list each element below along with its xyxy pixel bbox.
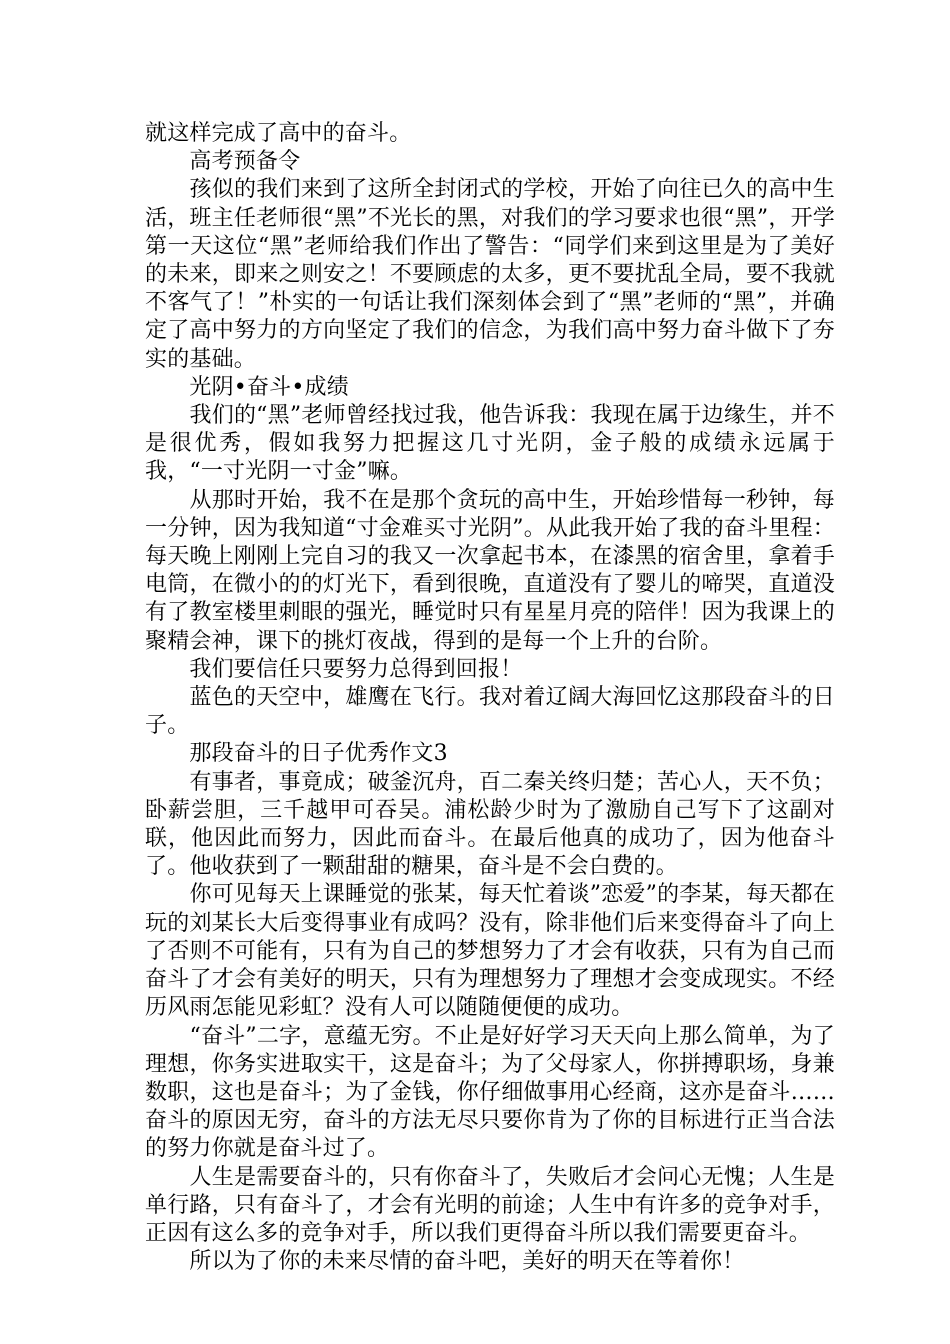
paragraph-closing: 所以为了你的未来尽情的奋斗吧，美好的明天在等着你！ [145, 1249, 745, 1275]
paragraph-examples: 你可见每天上课睡觉的张某，每天忙着谈”恋爱”的李某，每天都在玩的刘某长大后变得事业有成吗？没有，除非他们后来变得奋斗了向上了否则不可能有，只有为自己的梦想努力了才会有收获，只有为自己而奋斗了才会有美好的明天，只有为理想努力了理想才会变成现实。不经历风雨怎能见彩虹？没有人可以随随便便的成功。 [145, 882, 835, 1021]
paragraph-meaning-of-struggle: “奋斗”二字，意蕴无穷。不止是好好学习天天向上那么简单，为了理想，你务实进取实干，这是奋斗；为了父母家人，你拼搏职场，身兼数职，这也是奋斗；为了金钱，你仔细做事用心经商，这亦是奋斗……奋斗的原因无穷，奋斗的方法无尽只要你肯为了你的目标进行正当合法的努力你就是奋斗过了。 [145, 1023, 835, 1162]
document-body [145, 120, 835, 1276]
paragraph-life-needs-struggle: 人生是需要奋斗的，只有你奋斗了，失败后才会问心无愧；人生是单行路，只有奋斗了，才会有光明的前途；人生中有许多的竞争对手，正因有这么多的竞争对手，所以我们更得奋斗所以我们需要更奋斗。 [145, 1164, 835, 1246]
section-heading-time-struggle-grades: 光阴•奋斗•成绩 [145, 374, 349, 400]
paragraph-study-journey: 从那时开始，我不在是那个贪玩的高中生，开始珍惜每一秒钟，每一分钟，因为我知道“寸金难买寸光阴”。从此我开始了我的奋斗里程：每天晚上刚刚上完自习的我又一次拿起书本，在漆黑的宿舍里，拿着手电筒，在微小的的灯光下，看到很晚，直道没有了婴儿的啼哭，直道没有了教室楼里刺眼的强光，睡觉时只有星星月亮的陪伴！因为我课上的聚精会神，课下的挑灯夜战，得到的是每一个上升的台阶。 [145, 487, 835, 654]
essay-title-3: 那段奋斗的日子优秀作文3 [145, 741, 448, 767]
paragraph-believe-effort: 我们要信任只要努力总得到回报！ [145, 656, 523, 682]
section-heading-gaokao: 高考预备令 [145, 149, 301, 175]
paragraph-teacher-talk: 我们的“黑”老师曾经找过我，他告诉我：我现在属于边缘生，并不是很优秀，假如我努力把握这几寸光阴，金子般的成绩永远属于我，“一寸光阴一寸金”嘛。 [145, 403, 835, 485]
paragraph-blue-sky: 蓝色的天空中，雄鹰在飞行。我对着辽阔大海回忆这那段奋斗的日子。 [145, 685, 835, 739]
paragraph-continuation: 就这样完成了高中的奋斗。 [145, 121, 412, 146]
paragraph-school-arrival: 孩似的我们来到了这所全封闭式的学校，开始了向往已久的高中生活，班主任老师很“黑”不光长的黑，对我们的学习要求也很“黑”，开学第一天这位“黑”老师给我们作出了警告：“同学们来到这里是为了美好的未来，即来之则安之！不要顾虑的太多，更不要扰乱全局，要不我就不客气了！”朴实的一句话让我们深刻体会到了“黑”老师的“黑”，并确定了高中努力的方向坚定了我们的信念，为我们高中努力奋斗做下了夯实的基础。 [145, 177, 835, 372]
paragraph-couplet: 有事者，事竟成；破釜沉舟，百二秦关终归楚；苦心人，天不负；卧薪尝胆，三千越甲可吞吴。浦松龄少时为了激励自己写下了这副对联，他因此而努力，因此而奋斗。在最后他真的成功了，因为他奋斗了。他收获到了一颗甜甜的糖果，奋斗是不会白费的。 [145, 769, 835, 880]
